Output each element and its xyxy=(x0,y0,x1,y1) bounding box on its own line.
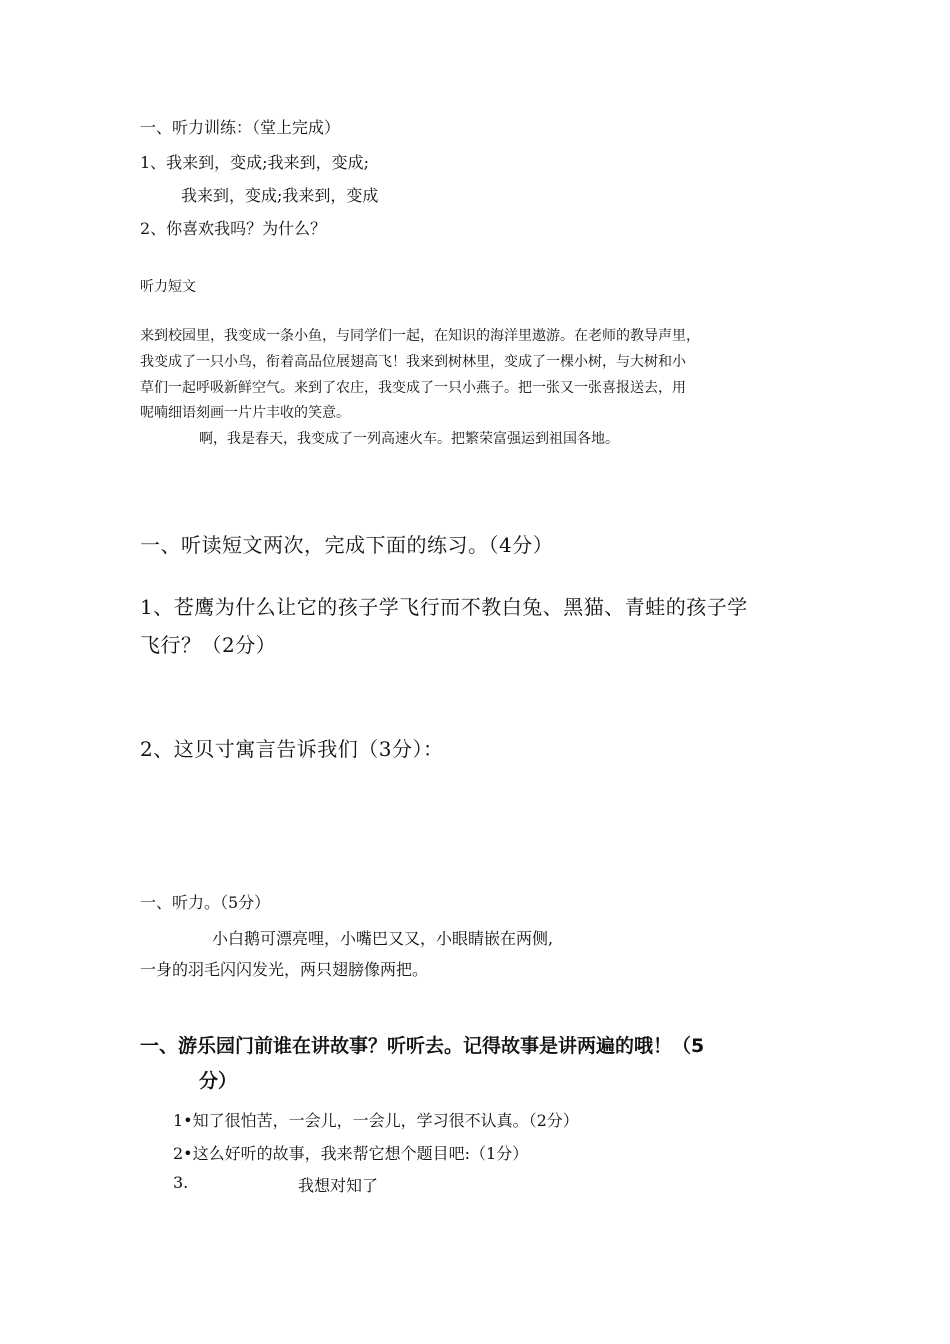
passage-line: 草们一起呼吸新鲜空气。来到了农庄，我变成了一只小燕子。把一张又一张喜报送去，用 xyxy=(140,380,686,396)
section2-question-1-line2: 飞行？（2分） xyxy=(140,633,277,657)
section4-question-1: 1•知了很怕苦，一会儿，一会儿，学习很不认真。（2分） xyxy=(173,1111,579,1130)
passage-line: 来到校园里，我变成一条小鱼，与同学们一起，在知识的海洋里遨游。在老师的教导声里， xyxy=(140,328,700,344)
section3-line2: 一身的羽毛闪闪发光，两只翅膀像两把。 xyxy=(140,960,429,979)
section3-line1: 小白鹅可漂亮哩，小嘴巴又又，小眼睛嵌在两侧, xyxy=(212,929,554,948)
passage-line: 呢喃细语刻画一片片丰收的笑意。 xyxy=(140,405,350,421)
passage-line: 啊，我是春天，我变成了一列高速火车。把繁荣富强运到祖国各地。 xyxy=(199,431,619,447)
question-1-line2: 我来到，变成;我来到，变成 xyxy=(181,186,379,205)
section2-question-2: 2、这贝寸寓言告诉我们（3分）： xyxy=(140,737,444,761)
section4-heading-line2: 分） xyxy=(199,1070,238,1092)
section4-question-3-number: 3. xyxy=(173,1173,189,1192)
section4-heading-line1: 一、游乐园门前谁在讲故事？听听去。记得故事是讲两遍的哦！（5 xyxy=(140,1035,705,1057)
passage-line: 我变成了一只小鸟，衔着高品位展翅高飞！我来到树林里，变成了一棵小树，与大树和小 xyxy=(140,354,686,370)
question-2: 2、你喜欢我吗？为什么？ xyxy=(140,219,327,238)
section2-heading: 一、听读短文两次，完成下面的练习。（4分） xyxy=(140,533,554,557)
question-1-line1: 1、我来到，变成;我来到，变成; xyxy=(140,153,369,172)
section4-question-3-text: 我想对知了 xyxy=(298,1176,379,1195)
section3-heading: 一、听力。（5分） xyxy=(140,893,271,912)
section2-question-1-line1: 1、苍鹰为什么让它的孩子学飞行而不教白兔、黑猫、青蛙的孩子学 xyxy=(140,595,748,619)
section1-heading: 一、听力训练：（堂上完成） xyxy=(140,118,341,137)
section4-question-2: 2•这么好听的故事，我来帮它想个题目吧:（1分） xyxy=(173,1144,529,1163)
passage-title: 听力短文 xyxy=(140,279,196,295)
